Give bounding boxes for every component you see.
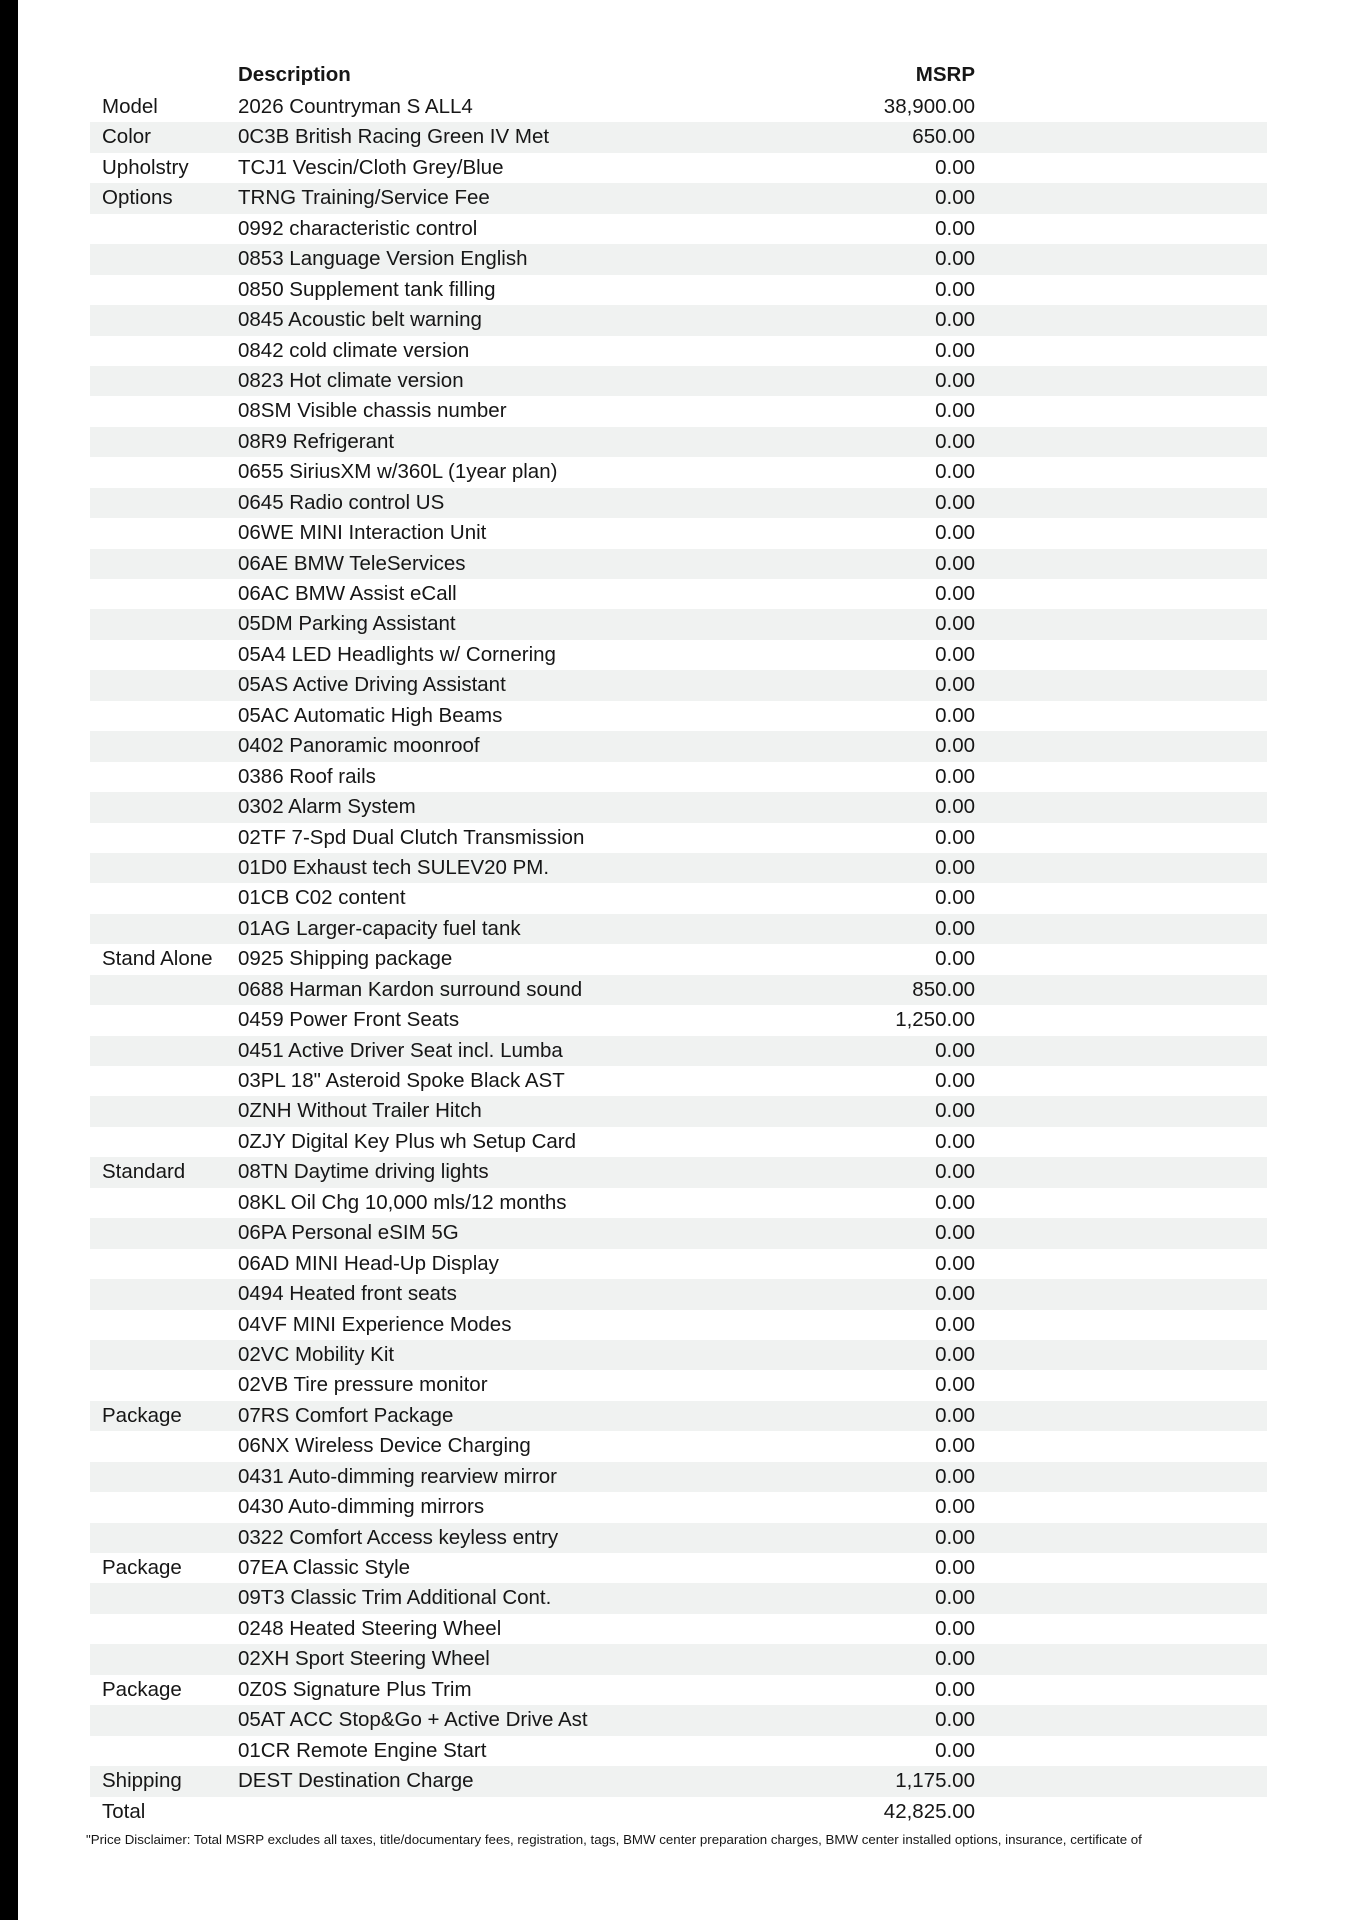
table-row <box>90 153 1267 183</box>
table-row <box>90 366 1267 396</box>
row-spacer <box>975 549 1267 579</box>
row-spacer <box>975 1462 1267 1492</box>
row-description: 0850 Supplement tank filling <box>238 277 496 301</box>
row-category: Options <box>102 186 173 210</box>
row-msrp: 0.00 <box>935 1129 975 1153</box>
row-msrp: 0.00 <box>935 490 975 514</box>
row-category <box>90 336 238 366</box>
row-msrp: 0.00 <box>935 1038 975 1062</box>
row-description: 0C3B British Racing Green IV Met <box>238 125 550 149</box>
row-spacer <box>975 1310 1267 1340</box>
price-disclaimer: "Price Disclaimer: Total MSRP excludes all taxes, title/documentary fees, registration, tags, BMW center preparation charges, BMW center installed options, insurance, certificate of <box>86 1832 1142 1847</box>
row-category <box>90 1279 238 1309</box>
table-row <box>90 914 1267 944</box>
table-row <box>90 1218 1267 1248</box>
row-msrp: 0.00 <box>935 155 975 179</box>
table-row <box>90 1431 1267 1461</box>
row-description: 0451 Active Driver Seat incl. Lumba <box>238 1038 563 1062</box>
row-category <box>90 1066 238 1096</box>
row-category: Total <box>102 1799 146 1823</box>
row-category <box>90 975 238 1005</box>
row-description: 0823 Hot climate version <box>238 368 464 392</box>
row-spacer <box>975 1340 1267 1370</box>
table-row <box>90 944 1267 974</box>
row-category <box>90 1644 238 1674</box>
row-description: 02TF 7-Spd Dual Clutch Transmission <box>238 825 585 849</box>
row-description: 01CR Remote Engine Start <box>238 1738 487 1762</box>
row-category <box>90 609 238 639</box>
row-spacer <box>975 244 1267 274</box>
row-spacer <box>975 701 1267 731</box>
row-category: Standard <box>102 1160 186 1184</box>
table-row <box>90 183 1267 213</box>
table-row <box>90 1583 1267 1613</box>
row-msrp: 0.00 <box>935 277 975 301</box>
header-spacer <box>975 62 1267 92</box>
row-category <box>90 396 238 426</box>
row-spacer <box>975 1218 1267 1248</box>
row-description: 05DM Parking Assistant <box>238 612 456 636</box>
row-msrp: 0.00 <box>935 368 975 392</box>
row-category <box>90 883 238 913</box>
row-description: 01AG Larger-capacity fuel tank <box>238 916 521 940</box>
row-description: 0459 Power Front Seats <box>238 1008 460 1032</box>
row-description: 0302 Alarm System <box>238 795 416 819</box>
table-row <box>90 275 1267 305</box>
row-description: 06NX Wireless Device Charging <box>238 1434 531 1458</box>
table-row <box>90 1462 1267 1492</box>
row-spacer <box>975 1401 1267 1431</box>
row-msrp: 0.00 <box>935 1464 975 1488</box>
table-row <box>90 1370 1267 1400</box>
table-row <box>90 1066 1267 1096</box>
row-description: 0ZNH Without Trailer Hitch <box>238 1099 482 1123</box>
row-description: 08SM Visible chassis number <box>238 399 507 423</box>
row-description: 0853 Language Version English <box>238 247 528 271</box>
row-spacer <box>975 396 1267 426</box>
row-spacer <box>975 944 1267 974</box>
table-row <box>90 214 1267 244</box>
row-msrp: 0.00 <box>935 825 975 849</box>
row-description: 06AE BMW TeleServices <box>238 551 466 575</box>
row-spacer <box>975 914 1267 944</box>
row-description: 02XH Sport Steering Wheel <box>238 1647 490 1671</box>
row-spacer <box>975 183 1267 213</box>
row-msrp: 0.00 <box>935 734 975 758</box>
row-msrp: 0.00 <box>935 1251 975 1275</box>
row-msrp: 0.00 <box>935 1647 975 1671</box>
table-row <box>90 701 1267 731</box>
row-description: 0655 SiriusXM w/360L (1year plan) <box>238 460 558 484</box>
row-description: 06PA Personal eSIM 5G <box>238 1221 459 1245</box>
table-row <box>90 244 1267 274</box>
table-row <box>90 579 1267 609</box>
row-msrp: 0.00 <box>935 1556 975 1579</box>
row-spacer <box>975 1127 1267 1157</box>
row-spacer <box>975 366 1267 396</box>
table-row <box>90 518 1267 548</box>
row-msrp: 0.00 <box>935 1099 975 1123</box>
row-category <box>90 640 238 670</box>
row-msrp: 0.00 <box>935 1677 975 1701</box>
row-spacer <box>975 579 1267 609</box>
row-spacer <box>975 122 1267 152</box>
row-msrp: 0.00 <box>935 1495 975 1519</box>
row-description: 08TN Daytime driving lights <box>238 1160 489 1184</box>
price-table <box>90 62 1267 1827</box>
row-msrp: 0.00 <box>935 399 975 423</box>
row-spacer <box>975 1644 1267 1674</box>
row-description: 01CB C02 content <box>238 886 406 910</box>
table-row <box>90 883 1267 913</box>
row-spacer <box>975 1705 1267 1735</box>
row-category <box>90 275 238 305</box>
row-category <box>90 366 238 396</box>
row-spacer <box>975 670 1267 700</box>
row-spacer <box>975 1188 1267 1218</box>
row-description: 05AT ACC Stop&Go + Active Drive Ast <box>238 1708 588 1732</box>
row-msrp: 0.00 <box>935 703 975 727</box>
row-msrp: 0.00 <box>935 429 975 453</box>
row-msrp: 0.00 <box>935 216 975 240</box>
row-spacer <box>975 1736 1267 1766</box>
row-category <box>90 1096 238 1126</box>
row-category: Shipping <box>102 1769 182 1793</box>
row-spacer <box>975 1066 1267 1096</box>
row-category <box>90 214 238 244</box>
row-description: 02VC Mobility Kit <box>238 1342 395 1366</box>
row-category <box>90 1249 238 1279</box>
row-spacer <box>975 336 1267 366</box>
row-spacer <box>975 427 1267 457</box>
row-msrp: 0.00 <box>935 521 975 545</box>
row-category <box>90 792 238 822</box>
table-row <box>90 336 1267 366</box>
row-category <box>90 1005 238 1035</box>
row-category <box>90 701 238 731</box>
row-description: 04VF MINI Experience Modes <box>238 1312 512 1336</box>
row-msrp: 0.00 <box>935 460 975 484</box>
row-description: 07EA Classic Style <box>238 1556 411 1579</box>
table-row <box>90 792 1267 822</box>
row-category: Package <box>102 1556 182 1579</box>
row-description: 05A4 LED Headlights w/ Cornering <box>238 642 556 666</box>
scan-edge-artifact <box>0 0 18 1920</box>
row-msrp: 0.00 <box>935 308 975 332</box>
row-description: 0402 Panoramic moonroof <box>238 734 480 758</box>
row-description <box>238 1797 853 1827</box>
row-category <box>90 427 238 457</box>
row-msrp: 42,825.00 <box>883 1799 975 1823</box>
row-category <box>90 305 238 335</box>
table-row <box>90 609 1267 639</box>
row-description: 07RS Comfort Package <box>238 1403 454 1427</box>
row-spacer <box>975 518 1267 548</box>
row-spacer <box>975 1005 1267 1035</box>
row-description: 0925 Shipping package <box>238 947 453 971</box>
row-msrp: 0.00 <box>935 1342 975 1366</box>
table-row <box>90 1736 1267 1766</box>
row-msrp: 0.00 <box>935 338 975 362</box>
row-description: 0842 cold climate version <box>238 338 470 362</box>
row-spacer <box>975 1675 1267 1705</box>
table-row <box>90 396 1267 426</box>
row-msrp: 38,900.00 <box>883 95 975 118</box>
row-category <box>90 1523 238 1553</box>
row-description: 05AS Active Driving Assistant <box>238 673 506 697</box>
row-description: 0494 Heated front seats <box>238 1282 457 1306</box>
row-spacer <box>975 214 1267 244</box>
row-category: Upholstry <box>102 155 189 179</box>
row-spacer <box>975 1583 1267 1613</box>
row-msrp: 0.00 <box>935 764 975 788</box>
row-spacer <box>975 853 1267 883</box>
row-msrp: 0.00 <box>935 947 975 971</box>
row-description: 06AC BMW Assist eCall <box>238 582 457 605</box>
row-spacer <box>975 762 1267 792</box>
row-description: 0431 Auto-dimming rearview mirror <box>238 1464 558 1488</box>
row-category <box>90 1036 238 1066</box>
row-msrp: 0.00 <box>935 247 975 271</box>
table-row <box>90 1644 1267 1674</box>
table-row <box>90 1553 1267 1583</box>
row-category <box>90 1614 238 1644</box>
table-row <box>90 1401 1267 1431</box>
row-msrp: 0.00 <box>935 1160 975 1184</box>
row-spacer <box>975 1492 1267 1522</box>
row-spacer <box>975 1553 1267 1583</box>
table-row <box>90 1157 1267 1187</box>
row-category <box>90 488 238 518</box>
description-column-header: Description <box>238 63 351 86</box>
row-msrp: 0.00 <box>935 855 975 879</box>
row-description: 0430 Auto-dimming mirrors <box>238 1495 485 1519</box>
row-category <box>90 244 238 274</box>
row-category <box>90 1218 238 1248</box>
row-msrp: 0.00 <box>935 673 975 697</box>
row-msrp: 0.00 <box>935 1069 975 1092</box>
row-description: 09T3 Classic Trim Additional Cont. <box>238 1586 552 1610</box>
row-category <box>90 1583 238 1613</box>
row-spacer <box>975 1279 1267 1309</box>
row-category: Stand Alone <box>102 947 213 971</box>
row-msrp: 0.00 <box>935 551 975 575</box>
table-row <box>90 1340 1267 1370</box>
row-msrp: 0.00 <box>935 1738 975 1762</box>
row-spacer <box>975 488 1267 518</box>
table-row <box>90 1492 1267 1522</box>
row-category <box>90 853 238 883</box>
row-category <box>90 914 238 944</box>
table-row <box>90 975 1267 1005</box>
table-row <box>90 1766 1267 1796</box>
table-row <box>90 1127 1267 1157</box>
row-description: TCJ1 Vescin/Cloth Grey/Blue <box>238 155 504 179</box>
category-column-header <box>90 62 238 92</box>
row-spacer <box>975 1797 1267 1827</box>
table-row <box>90 1188 1267 1218</box>
row-spacer <box>975 305 1267 335</box>
row-msrp: 0.00 <box>935 1434 975 1458</box>
row-spacer <box>975 609 1267 639</box>
row-msrp: 0.00 <box>935 1221 975 1245</box>
row-spacer <box>975 792 1267 822</box>
row-description: 03PL 18" Asteroid Spoke Black AST <box>238 1069 565 1092</box>
row-description: 0645 Radio control US <box>238 490 445 514</box>
table-row <box>90 549 1267 579</box>
row-category <box>90 549 238 579</box>
row-category <box>90 1310 238 1340</box>
row-category <box>90 823 238 853</box>
row-description: 0ZJY Digital Key Plus wh Setup Card <box>238 1129 577 1153</box>
row-description: TRNG Training/Service Fee <box>238 186 490 210</box>
table-row <box>90 731 1267 761</box>
row-msrp: 1,175.00 <box>895 1769 975 1793</box>
table-row <box>90 1005 1267 1035</box>
price-table-rows <box>90 92 1267 1827</box>
row-category <box>90 731 238 761</box>
row-category <box>90 670 238 700</box>
row-msrp: 0.00 <box>935 1403 975 1427</box>
table-row <box>90 1614 1267 1644</box>
row-description: 08R9 Refrigerant <box>238 429 395 453</box>
row-msrp: 850.00 <box>912 977 975 1001</box>
row-spacer <box>975 1370 1267 1400</box>
table-row <box>90 1310 1267 1340</box>
table-row <box>90 1705 1267 1735</box>
row-spacer <box>975 823 1267 853</box>
row-msrp: 0.00 <box>935 1616 975 1640</box>
row-msrp: 650.00 <box>912 125 975 149</box>
row-spacer <box>975 92 1267 122</box>
row-spacer <box>975 1523 1267 1553</box>
row-description: 06WE MINI Interaction Unit <box>238 521 487 545</box>
row-spacer <box>975 1157 1267 1187</box>
row-msrp: 0.00 <box>935 1373 975 1397</box>
table-row <box>90 427 1267 457</box>
table-row <box>90 762 1267 792</box>
table-row <box>90 122 1267 152</box>
row-description: 08KL Oil Chg 10,000 mls/12 months <box>238 1190 567 1214</box>
msrp-column-header: MSRP <box>915 63 975 86</box>
row-category: Model <box>102 95 158 118</box>
row-spacer <box>975 1614 1267 1644</box>
row-category <box>90 1370 238 1400</box>
row-msrp: 0.00 <box>935 612 975 636</box>
row-msrp: 0.00 <box>935 1586 975 1610</box>
row-spacer <box>975 1036 1267 1066</box>
table-header-row <box>90 62 1267 92</box>
table-row <box>90 1096 1267 1126</box>
row-spacer <box>975 1766 1267 1796</box>
row-msrp: 0.00 <box>935 582 975 605</box>
table-row <box>90 640 1267 670</box>
row-category <box>90 457 238 487</box>
row-description: 0845 Acoustic belt warning <box>238 308 482 332</box>
row-spacer <box>975 640 1267 670</box>
row-category <box>90 1431 238 1461</box>
row-category <box>90 518 238 548</box>
row-description: 0322 Comfort Access keyless entry <box>238 1525 559 1549</box>
row-msrp: 0.00 <box>935 1190 975 1214</box>
row-category <box>90 1736 238 1766</box>
table-row <box>90 1279 1267 1309</box>
row-category: Package <box>102 1403 182 1427</box>
table-row <box>90 1797 1267 1827</box>
row-description: 01D0 Exhaust tech SULEV20 PM. <box>238 855 550 879</box>
table-row <box>90 1036 1267 1066</box>
table-row <box>90 1675 1267 1705</box>
table-row <box>90 305 1267 335</box>
row-category <box>90 1705 238 1735</box>
table-row <box>90 670 1267 700</box>
row-category <box>90 1462 238 1492</box>
row-spacer <box>975 1096 1267 1126</box>
row-msrp: 0.00 <box>935 886 975 910</box>
row-spacer <box>975 883 1267 913</box>
row-category: Color <box>102 125 151 149</box>
row-category <box>90 1188 238 1218</box>
row-spacer <box>975 975 1267 1005</box>
row-spacer <box>975 153 1267 183</box>
row-category: Package <box>102 1677 182 1701</box>
table-row <box>90 457 1267 487</box>
row-description: DEST Destination Charge <box>238 1769 474 1793</box>
row-spacer <box>975 275 1267 305</box>
table-row <box>90 823 1267 853</box>
row-description: 0248 Heated Steering Wheel <box>238 1616 502 1640</box>
row-msrp: 0.00 <box>935 916 975 940</box>
row-msrp: 0.00 <box>935 642 975 666</box>
row-category <box>90 762 238 792</box>
row-description: 0386 Roof rails <box>238 764 376 788</box>
row-description: 0Z0S Signature Plus Trim <box>238 1677 472 1701</box>
row-category <box>90 579 238 609</box>
row-msrp: 0.00 <box>935 1312 975 1336</box>
row-spacer <box>975 1249 1267 1279</box>
row-msrp: 0.00 <box>935 186 975 210</box>
row-description: 0688 Harman Kardon surround sound <box>238 977 583 1001</box>
table-row <box>90 1249 1267 1279</box>
row-spacer <box>975 1431 1267 1461</box>
row-msrp: 1,250.00 <box>895 1008 975 1032</box>
row-description: 2026 Countryman S ALL4 <box>238 95 473 118</box>
row-description: 05AC Automatic High Beams <box>238 703 503 727</box>
row-msrp: 0.00 <box>935 1282 975 1306</box>
row-spacer <box>975 457 1267 487</box>
row-description: 06AD MINI Head-Up Display <box>238 1251 499 1275</box>
row-category <box>90 1127 238 1157</box>
row-msrp: 0.00 <box>935 795 975 819</box>
table-row <box>90 92 1267 122</box>
row-category <box>90 1492 238 1522</box>
row-spacer <box>975 731 1267 761</box>
table-row <box>90 853 1267 883</box>
row-msrp: 0.00 <box>935 1708 975 1732</box>
row-description: 02VB Tire pressure monitor <box>238 1373 488 1397</box>
table-row <box>90 488 1267 518</box>
table-row <box>90 1523 1267 1553</box>
row-category <box>90 1340 238 1370</box>
row-msrp: 0.00 <box>935 1525 975 1549</box>
row-description: 0992 characteristic control <box>238 216 478 240</box>
